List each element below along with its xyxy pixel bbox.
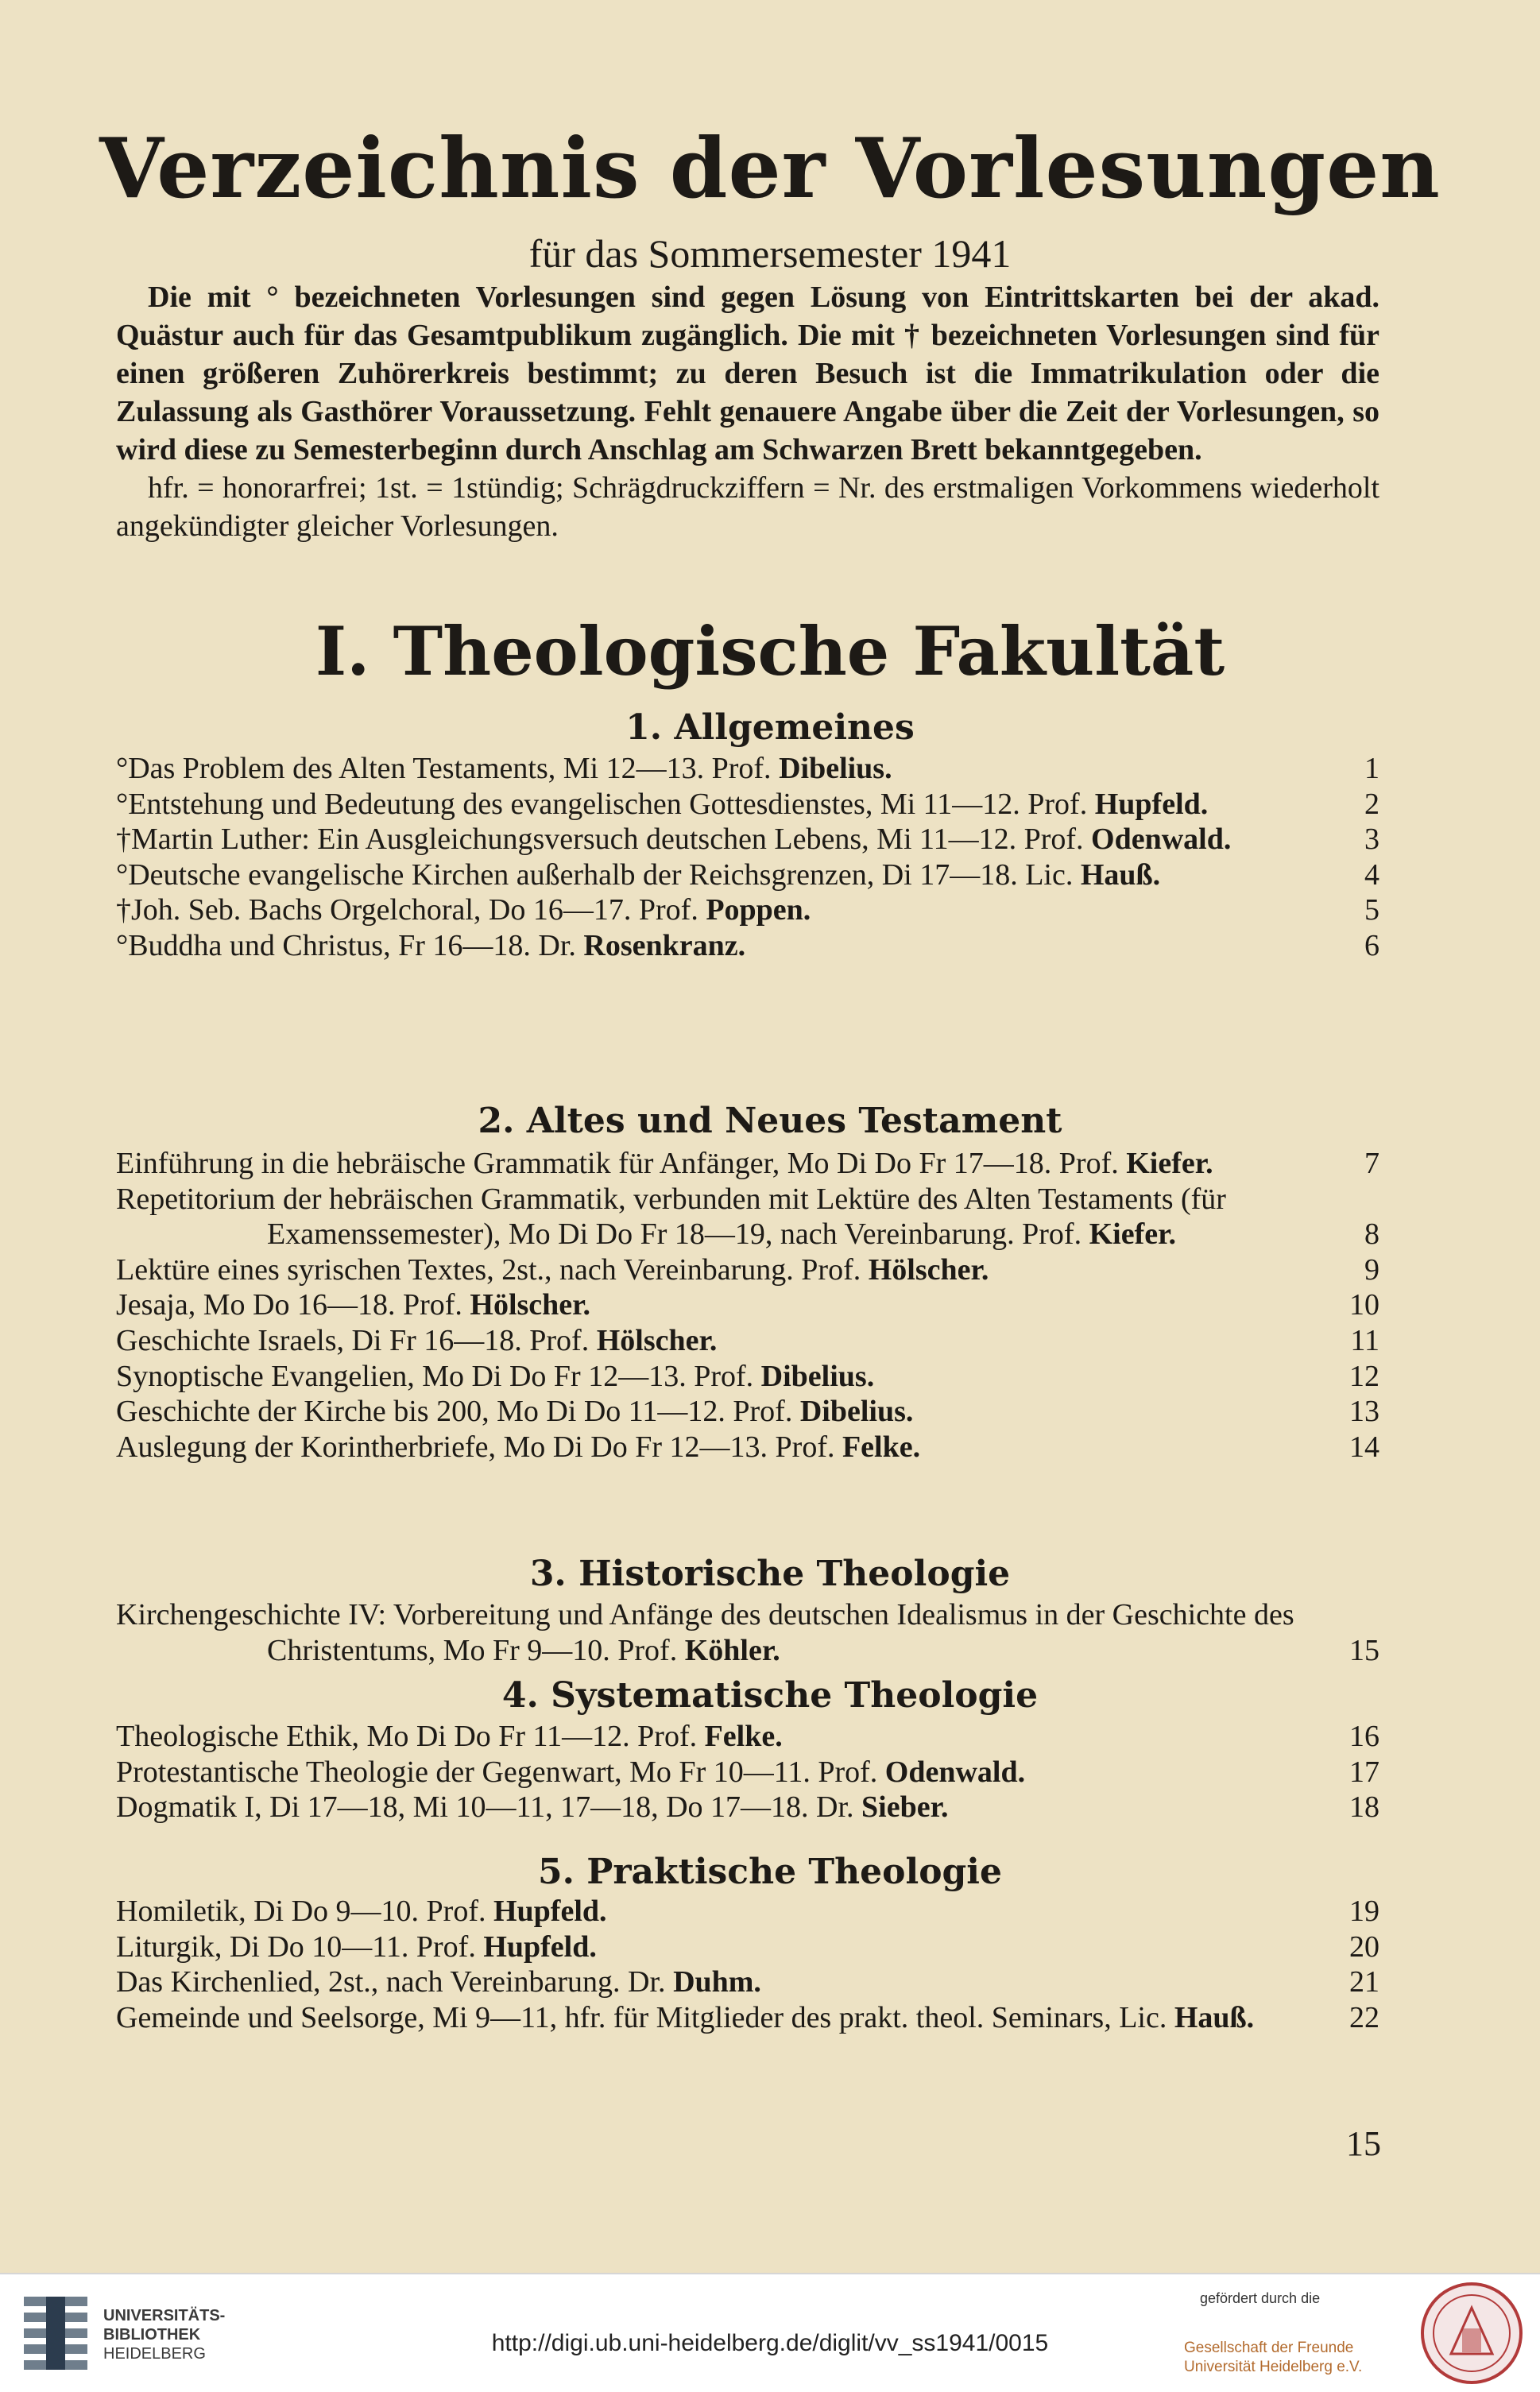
- intro-abbreviations: hfr. = honorarfrei; 1st. = 1stündig; Schrägdruckziffern = Nr. des erstmaligen Vorkommens wiederholt angekündigter gleicher Vorlesungen.: [116, 471, 1379, 543]
- course-description: Geschichte Israels, Di Fr 16—18. Prof.: [116, 1323, 597, 1357]
- course-number: 14: [1349, 1430, 1379, 1464]
- society-line-2: Universität Heidelberg e.V.: [1184, 2359, 1363, 2375]
- section-heading: 3. Historische Theologie: [529, 1554, 1011, 1594]
- library-line-2: BIBLIOTHEK: [103, 2326, 201, 2344]
- course-entry: [116, 892, 1379, 928]
- course-number: 20: [1349, 1929, 1379, 1964]
- lecturer-name: Dibelius.: [760, 1359, 875, 1393]
- course-number: 15: [1349, 1633, 1379, 1667]
- course-description: Protestantische Theologie der Gegenwart, Mo Fr 10—11. Prof.: [116, 1755, 885, 1789]
- lecturer-name: Felke.: [842, 1430, 921, 1464]
- course-entry: [116, 751, 1379, 787]
- course-number: 16: [1349, 1720, 1379, 1753]
- course-entry: [116, 1359, 1379, 1395]
- course-entry: [116, 1964, 1379, 2000]
- course-entry: [116, 1323, 1379, 1359]
- course-number: 10: [1349, 1288, 1379, 1322]
- lecturer-name: Hauß.: [1174, 2000, 1255, 2034]
- document-title: Verzeichnis der Vorlesungen: [99, 119, 1441, 217]
- course-entry: [116, 2000, 1379, 2036]
- lecturer-name: Sieber.: [861, 1790, 949, 1825]
- lecturer-name: Rosenkranz.: [583, 928, 746, 962]
- course-entries: [116, 1719, 1379, 1825]
- lecturer-name: Duhm.: [673, 1965, 761, 1999]
- university-seal-icon: [1419, 2281, 1524, 2386]
- course-entries: [116, 1597, 1379, 1668]
- lecturer-name: Hupfeld.: [1094, 787, 1209, 821]
- course-number: 5: [1364, 893, 1379, 927]
- course-entries: [116, 1894, 1379, 2035]
- section-heading: 1. Allgemeines: [625, 707, 915, 748]
- course-entries: [116, 1146, 1379, 1465]
- lecturer-name: Hölscher.: [596, 1323, 718, 1357]
- course-description: Einführung in die hebräische Grammatik für Anfänger, Mo Di Do Fr 17—18. Prof.: [116, 1147, 1127, 1180]
- course-number: 1: [1364, 752, 1379, 785]
- faculty-heading: I. Theologische Fakultät: [315, 612, 1225, 691]
- intro-text: [116, 278, 1379, 545]
- course-entry: [116, 1894, 1379, 1929]
- lecturer-name: Kiefer.: [1089, 1217, 1176, 1252]
- course-entry: [116, 1146, 1379, 1182]
- section-heading: 2. Altes und Neues Testament: [478, 1101, 1062, 1141]
- course-description: °Deutsche evangelische Kirchen außerhalb der Reichsgrenzen, Di 17—18. Lic.: [116, 857, 1081, 892]
- page-number: 15: [1346, 2124, 1381, 2163]
- course-entry: [116, 928, 1379, 964]
- course-entry: [116, 822, 1379, 857]
- course-description: Theologische Ethik, Mo Di Do Fr 11—12. Prof.: [116, 1720, 705, 1753]
- course-number: 19: [1349, 1895, 1379, 1928]
- course-entry: [116, 1929, 1379, 1965]
- society-name[interactable]: [1184, 2339, 1399, 2377]
- document-subtitle: für das Sommersemester 1941: [528, 231, 1012, 276]
- course-number: 3: [1364, 822, 1379, 857]
- sponsor-lead: gefördert durch die: [1200, 2290, 1321, 2306]
- course-entry: [116, 857, 1379, 893]
- course-description: †Martin Luther: Ein Ausgleichungsversuch deutschen Lebens, Mi 11—12. Prof.: [116, 822, 1092, 857]
- course-number: 18: [1349, 1790, 1379, 1825]
- course-description: Synoptische Evangelien, Mo Di Do Fr 12—13. Prof.: [116, 1359, 761, 1393]
- course-number: 13: [1349, 1395, 1379, 1429]
- society-line-1: Gesellschaft der Freunde: [1184, 2340, 1354, 2356]
- course-entry: [116, 1430, 1379, 1465]
- course-description: Lektüre eines syrischen Textes, 2st., nach Vereinbarung. Prof.: [116, 1252, 869, 1287]
- course-description: Das Kirchenlied, 2st., nach Vereinbarung. Dr.: [116, 1965, 674, 1999]
- course-entry: [116, 1790, 1379, 1825]
- lecturer-name: Hauß.: [1080, 857, 1161, 892]
- course-number: 4: [1364, 857, 1379, 892]
- course-description: Homiletik, Di Do 9—10. Prof.: [116, 1895, 493, 1928]
- intro-paragraph: Die mit ° bezeichneten Vorlesungen sind gegen Lösung von Eintrittskarten bei der akad. Quästur auch für das Gesamtpublikum zugänglich. Die mit † bezeichneten Vorlesungen sind für einen größeren Zuhörerkreis bestimmt; zu deren Besuch ist die Immatrikulation oder die Zulassung als Gasthörer Voraussetzung. Fehlt genauere Angabe über die Zeit der Vorlesungen, so wird diese zu Semesterbeginn durch Anschlag am Schwarzen Brett bekanntgegeben.: [116, 281, 1379, 466]
- lecturer-name: Hupfeld.: [483, 1929, 597, 1964]
- lecturer-name: Odenwald.: [884, 1755, 1026, 1789]
- lecturer-name: Felke.: [704, 1720, 783, 1753]
- lecturer-name: Odenwald.: [1091, 822, 1232, 857]
- course-entry: [116, 1252, 1379, 1288]
- course-description: Geschichte der Kirche bis 200, Mo Di Do 11—12. Prof.: [116, 1395, 800, 1429]
- course-description: Auslegung der Korintherbriefe, Mo Di Do Fr 12—13. Prof.: [116, 1430, 842, 1464]
- footer-bar: [0, 2273, 1540, 2392]
- lecturer-name: Hölscher.: [470, 1288, 591, 1322]
- course-description: Repetitorium der hebräischen Grammatik, verbunden mit Lektüre des Alten Testaments (für Examenssemester), Mo Di Do Fr 18—19, nach Vereinbarung. Prof.: [116, 1182, 1226, 1252]
- lecturer-name: Dibelius.: [799, 1395, 914, 1429]
- course-number: 7: [1364, 1147, 1379, 1180]
- course-entry: [116, 1597, 1379, 1668]
- course-number: 12: [1349, 1359, 1379, 1393]
- course-number: 8: [1364, 1217, 1379, 1252]
- course-description: Gemeinde und Seelsorge, Mi 9—11, hfr. für Mitglieder des prakt. theol. Seminars, Lic.: [116, 2000, 1174, 2034]
- course-number: 2: [1364, 787, 1379, 821]
- course-description: Jesaja, Mo Do 16—18. Prof.: [116, 1288, 470, 1322]
- section-heading: 5. Praktische Theologie: [537, 1852, 1003, 1892]
- course-entry: [116, 1719, 1379, 1755]
- course-entry: [116, 1287, 1379, 1323]
- course-number: 11: [1350, 1323, 1379, 1357]
- lecturer-name: Köhler.: [684, 1633, 780, 1667]
- course-number: 9: [1364, 1252, 1379, 1287]
- lecturer-name: Hupfeld.: [493, 1895, 607, 1928]
- course-description: °Buddha und Christus, Fr 16—18. Dr.: [116, 928, 584, 962]
- course-description: Dogmatik I, Di 17—18, Mi 10—11, 17—18, Do 17—18. Dr.: [116, 1790, 862, 1825]
- lecturer-name: Kiefer.: [1126, 1147, 1213, 1180]
- course-entry: [116, 787, 1379, 822]
- library-line-1: UNIVERSITÄTS-: [103, 2307, 226, 2324]
- course-description: Kirchengeschichte IV: Vorbereitung und Anfänge des deutschen Idealismus in der Geschichte des Christentums, Mo Fr 9—10. Prof.: [116, 1598, 1294, 1667]
- permalink-url[interactable]: http://digi.ub.uni-heidelberg.de/diglit/vv_ss1941/0015: [491, 2330, 1049, 2356]
- course-entries: [116, 751, 1379, 964]
- library-line-3: HEIDELBERG: [103, 2345, 206, 2363]
- course-description: °Das Problem des Alten Testaments, Mi 12—13. Prof.: [116, 752, 780, 785]
- sponsor-block: [1184, 2290, 1399, 2377]
- lecturer-name: Hölscher.: [868, 1252, 989, 1287]
- course-description: Liturgik, Di Do 10—11. Prof.: [116, 1929, 484, 1964]
- course-description: †Joh. Seb. Bachs Orgelchoral, Do 16—17. Prof.: [116, 893, 706, 927]
- course-number: 17: [1349, 1755, 1379, 1789]
- course-number: 22: [1349, 2000, 1379, 2034]
- course-number: 21: [1349, 1965, 1379, 1999]
- lecturer-name: Poppen.: [706, 893, 811, 927]
- course-entry: [116, 1394, 1379, 1430]
- course-description: °Entstehung und Bedeutung des evangelischen Gottesdienstes, Mi 11—12. Prof.: [116, 787, 1095, 821]
- course-entry: [116, 1755, 1379, 1790]
- section-heading: 4. Systematische Theologie: [501, 1675, 1039, 1716]
- course-number: 6: [1364, 928, 1379, 962]
- course-entry: [116, 1182, 1379, 1252]
- lecturer-name: Dibelius.: [779, 752, 892, 785]
